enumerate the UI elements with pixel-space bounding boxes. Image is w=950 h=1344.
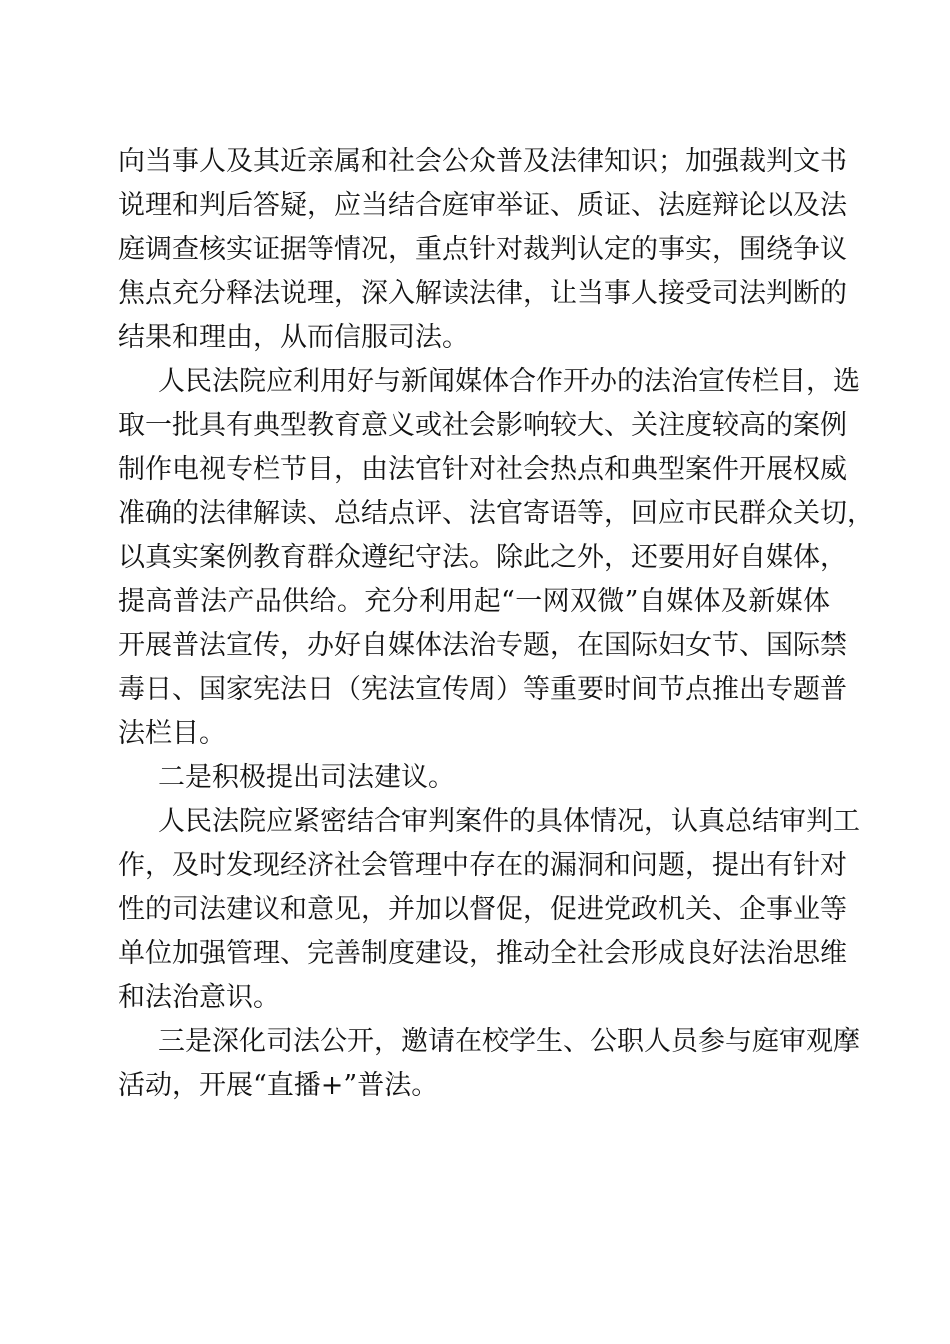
text-line: 人民法院应利用好与新闻媒体合作开办的法治宣传栏目，选: [158, 366, 860, 397]
text-line: 结果和理由，从而信服司法。: [118, 322, 469, 353]
text-line: 三是深化司法公开，邀请在校学生、公职人员参与庭审观摩: [158, 1026, 860, 1057]
text-line: 毒日、国家宪法日（宪法宣传周）等重要时间节点推出专题普: [118, 674, 847, 705]
paragraph-judgment-explanation: [118, 140, 847, 360]
text-line: 以真实案例教育群众遵纪守法。除此之外，还要用好自媒体，: [118, 542, 847, 573]
text-line: 活动，开展“直播+”普法。: [118, 1070, 439, 1101]
text-line: 说理和判后答疑，应当结合庭审举证、质证、法庭辩论以及法: [118, 190, 847, 221]
text-line: 二是积极提出司法建议。: [158, 762, 455, 793]
text-line: 和法治意识。: [118, 982, 280, 1013]
text-line: 法栏目。: [118, 718, 226, 749]
document-body: [118, 140, 874, 1108]
paragraph-judicial-openness: [118, 1020, 860, 1108]
paragraph-media-publicity: [118, 360, 874, 756]
text-line: 提高普法产品供给。充分利用起“一网双微”自媒体及新媒体: [118, 586, 830, 617]
text-line: 准确的法律解读、总结点评、法官寄语等，回应市民群众关切，: [118, 498, 874, 529]
text-line: 单位加强管理、完善制度建设，推动全社会形成良好法治思维: [118, 938, 847, 969]
section-heading-judicial-advice: [118, 756, 830, 800]
paragraph-judicial-advice: [118, 800, 860, 1020]
text-line: 人民法院应紧密结合审判案件的具体情况，认真总结审判工: [158, 806, 860, 837]
text-line: 作，及时发现经济社会管理中存在的漏洞和问题，提出有针对: [118, 850, 847, 881]
text-line: 性的司法建议和意见，并加以督促，促进党政机关、企事业等: [118, 894, 847, 925]
text-line: 开展普法宣传，办好自媒体法治专题，在国际妇女节、国际禁: [118, 630, 847, 661]
text-line: 庭调查核实证据等情况，重点针对裁判认定的事实，围绕争议: [118, 234, 847, 265]
text-line: 向当事人及其近亲属和社会公众普及法律知识；加强裁判文书: [118, 146, 847, 177]
text-line: 制作电视专栏节目，由法官针对社会热点和典型案件开展权威: [118, 454, 847, 485]
text-line: 焦点充分释法说理，深入解读法律，让当事人接受司法判断的: [118, 278, 847, 309]
text-line: 取一批具有典型教育意义或社会影响较大、关注度较高的案例: [118, 410, 847, 441]
